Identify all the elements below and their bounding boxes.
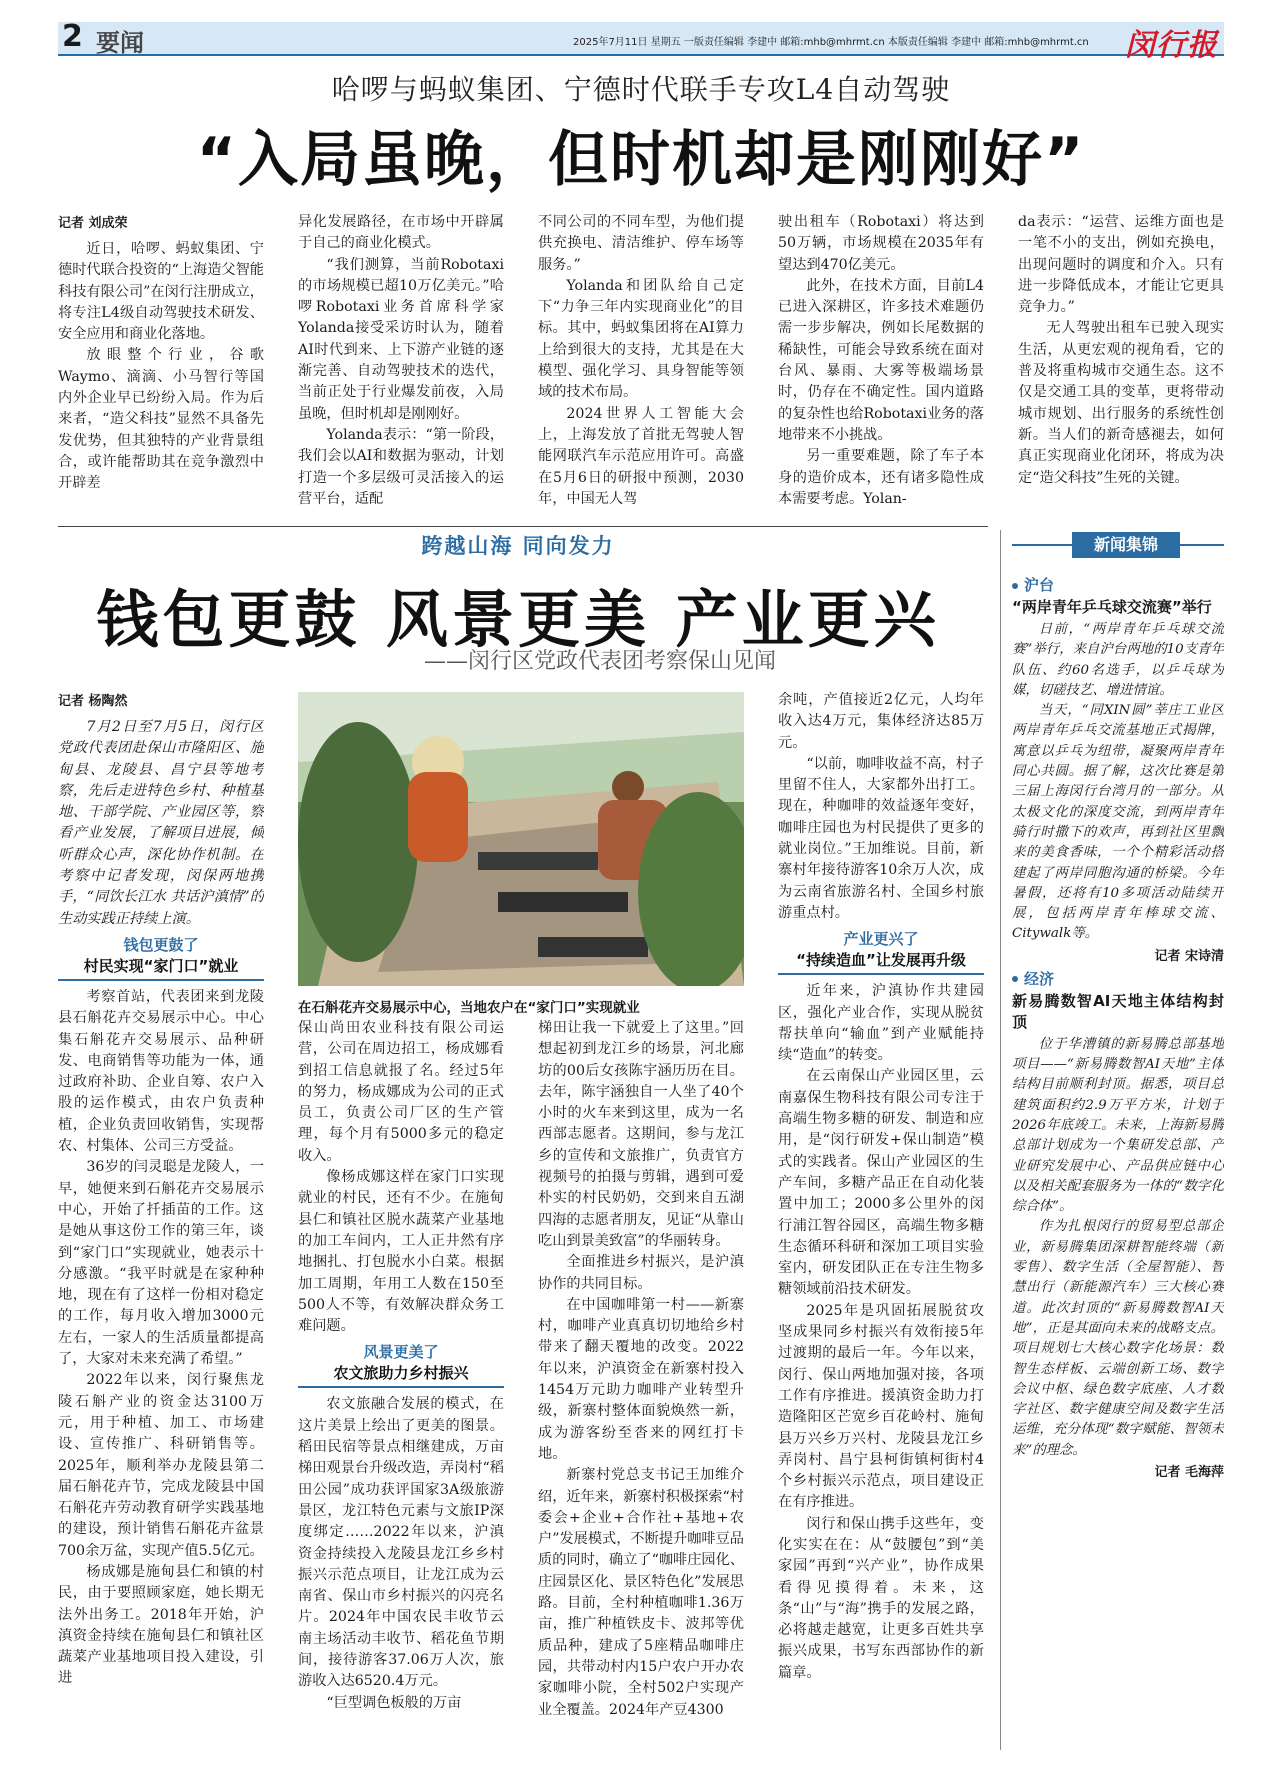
section-title: 村民实现“家门口”就业 (58, 955, 264, 981)
paragraph: 此外，在技术方面，目前L4已进入深耕区，许多技术难题仍需一步步解决，例如长尾数据的稀缺性，可能会导致系统在面对台风、暴雨、大雾等极端场景时，仍存在不确定性。国内道路的复杂性也给Robotaxi业务的落地带来不小挑战。 (778, 277, 984, 443)
paragraph: 全面推进乡村振兴，是沪滇协作的共同目标。 (538, 1254, 744, 1292)
section-kicker: 钱包更鼓了 (123, 935, 199, 954)
paragraph: 考察首站，代表团来到龙陵县石斛花卉交易展示中心。中心集石斛花卉交易展示、品种研发、电商销售等功能为一体，通过政府补助、企业自筹、农户入股的运作模式，由农户负责种植，企业负责回收销售，实现帮农、村集体、公司三方受益。 (58, 988, 264, 1155)
paragraph: 不同公司的不同车型，为他们提供充换电、清洁维护、停车场等服务。” (538, 214, 744, 273)
paragraph: 36岁的闫灵聪是龙陵人，一早，她便来到石斛花卉交易展示中心，开始了扦插苗的工作。这是她从事这份工作的第三年，谈到“家门口”实现就业，她表示十分感激。“我平时就是在家种种地，现在有了这样一份相对稳定的工作，每月收入增加3000元左右，一家人的生活质量都提高了，大家对未来充满了希望。” (58, 1159, 264, 1368)
paragraph: 放眼整个行业，谷歌Waymo、滴滴、小马智行等国内外企业早已纷纷入局。作为后来者，“造父科技”显然不具备先发优势，但其独特的产业背景组合，或许能帮助其在竞争激烈中开辟差 (58, 347, 264, 492)
section-heading-industry (778, 928, 984, 975)
paragraph: da表示：“运营、运维方面也是一笔不小的支出，例如充换电，出现问题时的调度和介入。只有进一步降低成本，才能让它更具竞争力。” (1018, 214, 1224, 316)
paragraph: 日前，“两岸青年乒乓球交流赛”举行，来自沪台两地的10支青年队伍、约60名选手，以乒乓球为媒，切磋技艺、增进情谊。 (1012, 622, 1224, 698)
paragraph: 2025年是巩固拓展脱贫攻坚成果同乡村振兴有效衔接5年过渡期的最后一年。今年以来，闵行、保山两地加强对接，各项工作有序推进。援滇资金助力打造隆阳区芒宽乡百花岭村、施甸县万兴乡万兴村、龙陵县龙江乡弄岗村、昌宁县柯街镇柯街村4个乡村振兴示范点，项目建设正在有序推进。 (778, 1302, 984, 1511)
paragraph: 作为扎根闵行的贸易型总部企业，新易腾集团深耕智能终端（新零售）、数字生活（全屋智能）、智慧出行（新能源汽车）三大核心赛道。此次封顶的“新易腾数智AI天地”，正是其面向未来的战略支点。项目规划七大核心数字化场景：数智生态样板、云端创新工场、数字会议中枢、绿色数字底座、人才数字社区、数字健康空间及数字生活运维，充分体现“数字赋能、智领未来”的理念。 (1012, 1219, 1224, 1458)
bullet-icon (1012, 976, 1018, 982)
paragraph: 农文旅融合发展的模式，在这片美景上绘出了更美的图景。稻田民宿等景点相继建成，万亩梯田观景台升级改造，弄岗村“稻田公园”成功获评国家3A级旅游景区，龙江特色元素与文旅IP深度绑定……2022年以来，沪滇资金持续投入龙陵县龙江乡乡村振兴示范点项目，让龙江成为云南省、保山市乡村振兴的闪亮名片。2024年中国农民丰收节云南主场活动丰收节、稻花鱼节期间，接待游客37.06万人次，旅游收入达6520.4万元。 (298, 1396, 504, 1690)
newspaper-logo: 闵行报 (1125, 28, 1218, 63)
paragraph: 2022年以来，闵行聚焦龙陵石斛产业的资金达3100万元，用于种植、加工、市场建设、宣传推广、科研销售等。2025年，顺利举办龙陵县第二届石斛花卉节，完成龙陵县中国石斛花卉劳动教育研学实践基地的建设，预计销售石斛花卉盆景700余万盆，实现产值5.5亿元。 (58, 1372, 264, 1559)
news-reporter: 记者 毛海萍 (1154, 1464, 1224, 1480)
article2-byline: 记者 杨陶然 (58, 694, 128, 709)
bullet-icon (1012, 583, 1018, 589)
paragraph: 2024世界人工智能大会上，上海发放了首批无驾驶人智能网联汽车示范应用许可。高盛在5月6日的研报中预测，2030年，中国无人驾 (538, 405, 744, 507)
column-divider (1000, 530, 1001, 1750)
paragraph: 异化发展路径，在市场中开辟属于自己的商业化模式。 (298, 214, 504, 252)
news-digest-label: 新闻集锦 (1072, 532, 1180, 558)
article2-intro: 7月2日至7月5日，闵行区党政代表团赴保山市隆阳区、施甸县、龙陵县、昌宁县等地考察，先后走进特色乡村、种植基地、干部学院、产业园区等，察看产业发展，了解项目进展，倾听群众心声，深化协作机制。在考察中记者发现，闵保两地携手，“同饮长江水 共话沪滇情”的生动实践正持续上演。 (58, 719, 264, 927)
article1-byline: 记者 刘成荣 (58, 216, 128, 231)
news-digest-column (1012, 570, 1224, 1750)
section-heading-wallet (58, 934, 264, 981)
article2-col3 (538, 1018, 744, 1750)
section-heading-scenery (298, 1341, 504, 1388)
paragraph: 杨成娜是施甸县仁和镇的村民，由于要照顾家庭，她长期无法外出务工。2018年开始，沪滇资金持续在施甸县仁和镇社区蔬菜产业基地项目投入建设，引进 (58, 1563, 264, 1687)
article1-headline: “入局虽晚，但时机却是刚刚好” (196, 125, 1086, 195)
paragraph: 闵行和保山携手这些年，变化实实在在：从“鼓腰包”到“美家园”再到“兴产业”，协作成果看得见摸得着。未来，这条“山”与“海”携手的发展之路，必将越走越宽，让更多百姓共享振兴成果，书写东西部协作的新篇章。 (778, 1515, 984, 1681)
article1-col2 (298, 212, 504, 524)
article2-subtitle: ——闵行区党政代表团考察保山见闻 (423, 649, 776, 674)
divider (58, 526, 988, 527)
news-item-title: 新易腾数智AI天地主体结构封顶 (1012, 991, 1224, 1031)
article2-headline: 钱包更鼓 风景更美 产业更兴 (96, 583, 940, 656)
paragraph: Yolanda表示：“第一阶段，我们会以AI和数据为驱动，计划打造一个多层级可灵活接入的运营平台，适配 (298, 426, 504, 507)
paragraph: 像杨成娜这样在家门口实现就业的村民，还有不少。在施甸县仁和镇社区脱水蔬菜产业基地的加工车间内，工人正井然有序地捆扎、打包脱水小白菜。根据加工周期，年用工人数在150至500人不等，有效解决群众务工难问题。 (298, 1169, 504, 1335)
article2-col1 (58, 690, 264, 1750)
paragraph: 在中国咖啡第一村——新寨村，咖啡产业真真切切地给乡村带来了翻天覆地的改变。2022年以来，沪滇资金在新寨村投入1454万元助力咖啡产业转型升级，新寨村整体面貌焕然一新，成为游客纷至沓来的网红打卡地。 (538, 1296, 744, 1462)
paragraph: 另一重要难题，除了车子本身的造价成本，还有诸多隐性成本需要考虑。Yolan- (778, 448, 984, 507)
news-digest-header (1012, 532, 1224, 558)
paragraph: 在云南保山产业园区里，云南嘉保生物科技有限公司专注于高端生物多糖的研发、制造和应用，是“闵行研发+保山制造”模式的实践者。保山产业园区的生产车间，多糖产品正在自动化装置中加工；2000多公里外的闵行浦江智谷园区，高端生物多糖生态循环科研和深加工项目实验室内，研发团队正在专注生物多糖领域前沿技术研发。 (778, 1068, 984, 1298)
article2-col2 (298, 1018, 504, 1750)
section-kicker: 风景更美了 (363, 1343, 439, 1362)
news-tag-hutai (1012, 574, 1224, 595)
article1-col1 (58, 212, 264, 524)
article1-col4 (778, 212, 984, 524)
section-title: “持续造血”让发展再升级 (778, 949, 984, 975)
paragraph: 保山尚田农业科技有限公司运营，公司在周边招工，杨成娜看到招工信息就报了名。经过5年的努力，杨成娜成为公司的正式员工，负责公司厂区的生产管理，每个月有5000多元的稳定收入。 (298, 1020, 504, 1164)
paragraph: “以前，咖啡收益不高，村子里留不住人，大家都外出打工。现在，种咖啡的效益逐年变好，咖啡庄园也为村民提供了更多的就业岗位。”王加维说。目前，新寨村年接待游客10余万人次，成为云南省旅游名村、全国乡村旅游重点村。 (778, 755, 984, 921)
news-tag-label: 沪台 (1024, 576, 1055, 594)
photo-caption: 在石斛花卉交易展示中心，当地农户在“家门口”实现就业 (298, 1000, 640, 1016)
article1-col5 (1018, 212, 1224, 524)
article1-col3 (538, 212, 744, 524)
news-item-title: “两岸青年乒乓球交流赛”举行 (1012, 598, 1212, 616)
paragraph: 新寨村党总支书记王加维介绍，近年来，新寨村积极探索“村委会+企业+合作社+基地+农户”发展模式，不断提升咖啡豆品质的同时，确立了“咖啡庄园化、庄园景区化、景区特色化”发展思路。目前，全村种植咖啡1.36万亩，推广种植铁皮卡、波邦等优质品种，建成了5座精品咖啡庄园，共带动村内15户农户开办农家咖啡小院，全村502户实现产业全覆盖。2024年产豆4300 (538, 1467, 744, 1718)
section-title: 农文旅助力乡村振兴 (298, 1362, 504, 1388)
section-kicker: 产业更兴了 (843, 930, 919, 949)
photo-illustration (298, 692, 744, 986)
paragraph: 近年来，沪滇协作共建园区，强化产业合作，实现从脱贫帮扶单向“输血”到产业赋能持续“造血”的转变。 (778, 983, 984, 1064)
paragraph: “我们测算，当前Robotaxi的市场规模已超10万亿美元。”哈啰Robotaxi业务首席科学家Yolanda接受采访时认为，随着AI时代到来、上下游产业链的逐渐完善、自动驾驶技术的迭代，当前正处于行业爆发前夜，入局虽晚，但时机却是刚刚好。 (298, 256, 504, 422)
page-header (58, 19, 1224, 63)
paragraph: 当天，“同XIN圆”莘庄工业区两岸青年乒乓交流基地正式揭牌，寓意以乒乓为纽带，凝聚两岸青年同心共圆。据了解，这次比赛是第三届上海闵行台湾月的一部分。从太极文化的深度交流，到两岸青年骑行时撒下的欢声，再到社区里飘来的美食香味，一个个精彩活动搭建起了两岸同胞沟通的桥梁。今年暑假，还将有10多项活动陆续开展，包括两岸青年棒球交流、Citywalk等。 (1012, 703, 1224, 942)
paragraph: 梯田让我一下就爱上了这里。”回想起初到龙江乡的场景，河北廊坊的00后女孩陈宇涵历历在目。去年，陈宇涵独自一人坐了40个小时的火车来到这里，成为一名西部志愿者。这期间，参与龙江乡的宣传和文旅推广，负责官方视频号的拍摄与剪辑，遇到可爱朴实的村民奶奶，交到来自五湖四海的志愿者朋友，见证“从靠山吃山到景美致富”的华丽转身。 (538, 1020, 744, 1249)
issue-meta: 2025年7月11日 星期五 一版责任编辑 李建中 邮箱:mhb@mhrmt.cn 本版责任编辑 李建中 邮箱:mhb@mhrmt.cn (573, 37, 1089, 48)
paragraph: 余吨，产值接近2亿元，人均年收入达4万元，集体经济达85万元。 (778, 692, 984, 751)
article2-col4 (778, 690, 984, 1750)
paragraph: 驶出租车（Robotaxi）将达到50万辆，市场规模在2035年有望达到470亿美元。 (778, 214, 984, 273)
greenhouse-photo (298, 692, 744, 986)
paragraph: “巨型调色板般的万亩 (326, 1694, 462, 1711)
paragraph: Yolanda和团队给自己定下“力争三年内实现商业化”的目标。其中，蚂蚁集团将在AI算力上给到很大的支持，尤其是在大模型、强化学习、具身智能等领域的技术布局。 (538, 277, 744, 401)
paragraph: 位于华漕镇的新易腾总部基地项目——“新易腾数智AI天地”主体结构目前顺利封顶。据悉，项目总建筑面积约2.9万平方米，计划于2026年底竣工。未来，上海新易腾总部计划成为一个集研发总部、产业研究发展中心、产品供应链中心以及相关配套服务为一体的“数字化综合体”。 (1012, 1036, 1224, 1215)
paragraph: 无人驾驶出租车已驶入现实生活，从更宏观的视角看，它的普及将重构城市交通生态。这不仅是交通工具的变革，更将带动城市规划、出行服务的系统性创新。当人们的新奇感褪去，如何真正实现商业化闭环，将成为决定“造父科技”生死的关键。 (1018, 320, 1224, 486)
article2-kicker: 跨越山海 同向发力 (421, 534, 615, 558)
news-tag-economy (1012, 968, 1224, 989)
page-number: 2 (62, 19, 83, 54)
paragraph: 近日，哈啰、蚂蚁集团、宁德时代联合投资的“上海造父智能科技有限公司”在闵行注册成立，将专注L4级自动驾驶技术研发、安全应用和商业化落地。 (58, 241, 264, 343)
news-tag-label: 经济 (1024, 969, 1055, 988)
news-reporter: 记者 宋诗清 (1154, 948, 1224, 964)
section-name: 要闻 (96, 29, 144, 57)
article1-subtitle: 哈啰与蚂蚁集团、宁德时代联手专攻L4自动驾驶 (331, 73, 951, 106)
